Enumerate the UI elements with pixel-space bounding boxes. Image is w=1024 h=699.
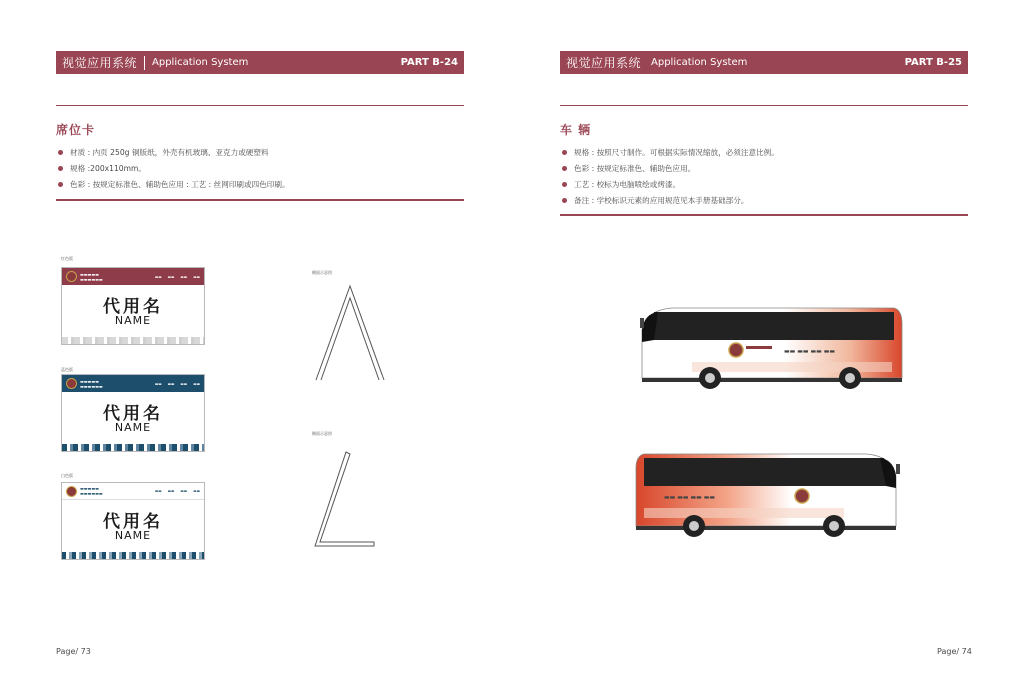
stand-card-side-view: [312, 448, 378, 550]
school-logo-text: ▬▬▬▬▬ ▬▬▬▬▬▬: [80, 486, 103, 496]
page-number: Page/ 73: [56, 647, 91, 656]
card-name: 代用名: [103, 404, 163, 424]
section-header: [560, 51, 968, 74]
bottom-rule: [56, 199, 464, 201]
card-name-en: NAME: [114, 529, 152, 542]
card-label-white: 白色版: [61, 473, 73, 478]
tent-card-side-view: [310, 282, 390, 384]
card-header-band: [62, 483, 204, 500]
list-item: 材质 : 内页 250g 铜版纸，外壳有机玻璃、亚克力或硬塑料: [56, 145, 290, 161]
motto-glyphs: ▬▬ ▬▬ ▬▬ ▬▬: [154, 489, 200, 493]
card-label-blue: 蓝色版: [61, 367, 73, 372]
list-item: 工艺 : 校标为电脑喷绘或烤漆。: [560, 177, 779, 193]
section-title: 席位卡: [56, 123, 96, 137]
header-title: 视觉应用系统: [62, 56, 138, 70]
page-number: Page/ 74: [937, 647, 972, 656]
list-item: 规格 : 按照尺寸制作。可根据实际情况缩放，必须注意比例。: [560, 145, 779, 161]
top-rule: [56, 105, 464, 106]
school-seal-icon: [66, 378, 77, 389]
header-part: PART B-25: [904, 57, 962, 68]
list-item: 规格 :200x110mm。: [56, 161, 290, 177]
card-name-en: NAME: [114, 314, 152, 327]
card-pattern-strip: [62, 552, 204, 559]
school-seal-icon: [66, 486, 77, 497]
bus-side-view-right: [634, 446, 906, 542]
right-page: [512, 0, 1024, 699]
name-card-blue: [61, 374, 205, 452]
name-card-white: [61, 482, 205, 560]
school-seal-icon: [66, 271, 77, 282]
motto-glyphs: ▬▬ ▬▬ ▬▬ ▬▬: [154, 381, 200, 386]
header-part: PART B-24: [400, 57, 458, 68]
name-card-red: [61, 267, 205, 345]
card-name-en: NAME: [114, 421, 152, 434]
school-logo-text: ▬▬▬▬▬ ▬▬▬▬▬▬: [80, 378, 103, 389]
card-pattern-strip: [62, 337, 204, 344]
bus-side-view-left: [632, 300, 904, 396]
section-title: 车 辆: [560, 123, 592, 137]
list-item: 色彩 : 按规定标准色、辅助色应用。: [560, 161, 779, 177]
section-header: [56, 51, 464, 74]
side-view-label-1: 侧面示意图: [312, 270, 332, 275]
card-name: 代用名: [103, 512, 163, 532]
motto-glyphs: ▬▬ ▬▬ ▬▬ ▬▬: [154, 274, 200, 279]
list-item: 备注 : 学校标识元素的应用规范见本手册基础部分。: [560, 193, 779, 209]
header-title: 视觉应用系统: [566, 56, 642, 70]
card-label-red: 红色版: [61, 256, 73, 261]
card-header-band: [62, 268, 204, 285]
header-subtitle: Application System: [651, 57, 748, 68]
list-item: 色彩 : 按规定标准色、辅助色应用 : 工艺 : 丝网印刷或四色印刷。: [56, 177, 290, 193]
card-header-band: [62, 375, 204, 392]
spec-list: [560, 145, 779, 209]
header-subtitle: Application System: [152, 57, 249, 68]
side-view-label-2: 侧面示意图: [312, 431, 332, 436]
svg-text:▬▬ ▬▬ ▬▬ ▬▬: ▬▬ ▬▬ ▬▬ ▬▬: [664, 494, 716, 501]
card-pattern-strip: [62, 444, 204, 451]
top-rule: [560, 105, 968, 106]
card-name: 代用名: [103, 297, 163, 317]
spec-list: [56, 145, 290, 193]
svg-text:▬▬ ▬▬ ▬▬ ▬▬: ▬▬ ▬▬ ▬▬ ▬▬: [784, 348, 836, 355]
school-logo-text: ▬▬▬▬▬ ▬▬▬▬▬▬: [80, 271, 103, 282]
bottom-rule: [560, 214, 968, 216]
header-divider: [144, 56, 145, 70]
